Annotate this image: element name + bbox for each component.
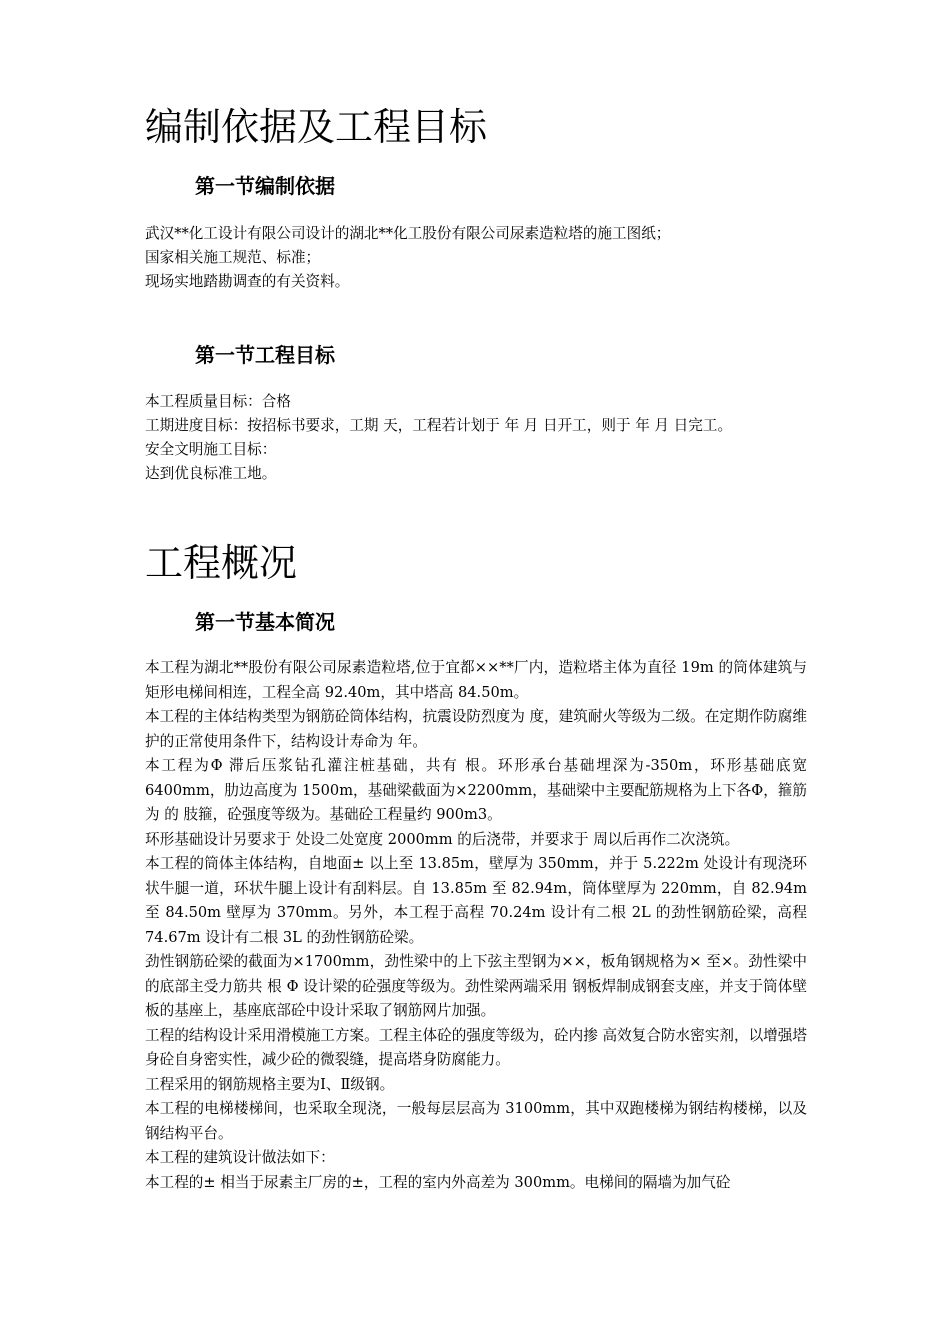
subsection-title-basis: 第一节编制依据 (195, 174, 335, 198)
goals-line: 达到优良标准工地。 (145, 465, 277, 482)
basis-line: 现场实地踏勘调查的有关资料。 (145, 273, 350, 290)
goals-line: 工期进度目标：按招标书要求，工期 天，工程若计划于 年 月 日开工，则于 年 月 日完工。 (145, 417, 733, 434)
subsection-title-basic-info: 第一节基本简况 (195, 610, 335, 634)
subsection-title-goals: 第一节工程目标 (195, 343, 335, 367)
overview-body (145, 656, 807, 1195)
basis-line: 国家相关施工规范、标准； (145, 249, 321, 266)
overview-paragraph: 本工程为湖北**股份有限公司尿素造粒塔,位于宜都××**厂内，造粒塔主体为直径 19m 的筒体建筑与矩形电梯间相连，工程全高 92.40m，其中塔高 84.50m。 (145, 659, 807, 701)
goals-line: 安全文明施工目标： (145, 441, 277, 458)
overview-paragraph: 本工程为Φ 滞后压浆钻孔灌注桩基础，共有 根。环形承台基础埋深为-350m，环形基础底宽 6400mm，肋边高度为 1500m，基础梁截面为×2200mm，基础梁中主要配筋规格为上下各Φ，箍筋为 的 肢箍，砼强度等级为。基础砼工程量约 900m3。 (145, 757, 807, 823)
overview-paragraph: 本工程的主体结构类型为钢筋砼筒体结构，抗震设防烈度为 度，建筑耐火等级为二级。在定期作防腐维护的正常使用条件下，结构设计寿命为 年。 (145, 708, 807, 750)
overview-paragraph: 环形基础设计另要求于 处设二处宽度 2000mm 的后浇带，并要求于 周以后再作二次浇筑。 (145, 830, 740, 848)
section-title-basis-and-goals: 编制依据及工程目标 (145, 105, 488, 149)
overview-paragraph: 本工程的电梯楼梯间，也采取全现浇，一般每层层高为 3100mm，其中双跑楼梯为钢结构楼梯，以及钢结构平台。 (145, 1100, 807, 1142)
overview-paragraph: 本工程的筒体主体结构，自地面± 以上至 13.85m，壁厚为 350mm，并于 5.222m 处设计有现浇环状牛腿一道，环状牛腿上设计有刮料层。自 13.85m 至 82.94m，筒体壁厚为 220mm，自 82.94m 至 84.50m 壁厚为 370mm。另外，本工程于高程 70.24m 设计有二根 2L 的劲性钢筋砼梁，高程 74.67m 设计有二根 3L 的劲性钢筋砼梁。 (145, 855, 807, 946)
overview-paragraph: 本工程的建筑设计做法如下： (145, 1149, 335, 1166)
section-title-overview: 工程概况 (145, 541, 298, 585)
overview-paragraph: 本工程的± 相当于尿素主厂房的±，工程的室内外高差为 300mm。电梯间的隔墙为加气砼 (145, 1173, 731, 1191)
basis-line: 武汉**化工设计有限公司设计的湖北**化工股份有限公司尿素造粒塔的施工图纸； (145, 225, 671, 242)
basis-list (145, 222, 807, 294)
overview-paragraph: 工程采用的钢筋规格主要为Ⅰ、Ⅱ级钢。 (145, 1075, 395, 1093)
overview-paragraph: 工程的结构设计采用滑模施工方案。工程主体砼的强度等级为，砼内掺 高效复合防水密实剂，以增强塔身砼自身密实性，减少砼的微裂缝，提高塔身防腐能力。 (145, 1026, 807, 1068)
overview-paragraph: 劲性钢筋砼梁的截面为×1700mm，劲性梁中的上下弦主型钢为××，板角钢规格为× 至×。劲性梁中的底部主受力筋共 根 Φ 设计梁的砼强度等级为。劲性梁两端采用 钢板焊制成钢套支座，并支于筒体壁板的基座上，基座底部砼中设计采取了钢筋网片加强。 (145, 953, 807, 1019)
goals-list (145, 390, 807, 486)
goals-line: 本工程质量目标：合格 (145, 393, 291, 410)
